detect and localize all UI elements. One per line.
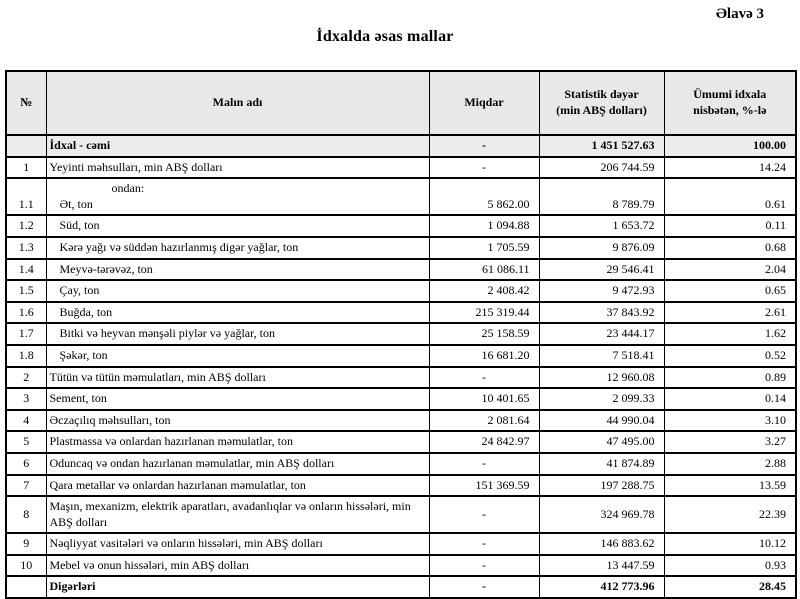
table-row [6,280,796,302]
table-row [6,345,796,367]
row-number: 1.4 [6,259,46,281]
row-share: 0.68 [664,237,796,259]
row-number: 7 [6,475,46,497]
row-number: 1.1 [6,178,46,215]
row-share: 0.11 [664,215,796,237]
row-share: 2.88 [664,453,796,475]
row-name: Oduncaq və ondan hazırlanan məmulatlar, min ABŞ dolları [49,455,335,470]
row-name: Meyvə-tərəvəz, ton [59,261,153,276]
table-row [6,178,796,215]
row-quantity: - [429,576,539,598]
row-name: Tütün və tütün məmulatları, min ABŞ dolları [49,369,266,384]
row-name-cell [46,302,429,324]
row-quantity: 16 681.20 [429,345,539,367]
row-quantity: 2 408.42 [429,280,539,302]
row-name: Əczaçılıq məhsulları, ton [49,412,171,427]
row-quantity: 61 086.11 [429,259,539,281]
row-name: Ət, ton [59,196,93,211]
row-number: 1.3 [6,237,46,259]
row-share: 28.45 [664,576,796,598]
row-name: Digərləri [49,579,96,594]
col-header-value-text: Statistik dəyər (min ABŞ dolları) [556,87,647,117]
page-title: İdxalda əsas mallar [316,28,454,45]
row-share: 10.12 [664,533,796,555]
row-name: Çay, ton [59,283,100,298]
col-header-name: Malın adı [46,71,429,135]
row-value: 1 653.72 [539,215,664,237]
row-quantity: 215 319.44 [429,302,539,324]
row-share: 13.59 [664,475,796,497]
row-share: 100.00 [664,135,796,157]
col-header-value [539,71,664,135]
row-quantity: 1 705.59 [429,237,539,259]
row-number: 4 [6,410,46,432]
row-value: 47 495.00 [539,431,664,453]
row-value: 29 546.41 [539,259,664,281]
table-row [6,323,796,345]
row-quantity: - [429,496,539,533]
row-value: 1 451 527.63 [539,135,664,157]
row-value: 206 744.59 [539,157,664,179]
row-quantity: - [429,157,539,179]
row-name: Mebel və onun hissələri, min ABŞ dolları [49,557,250,572]
row-number: 1.8 [6,345,46,367]
table-body [6,135,796,598]
row-number: 8 [6,496,46,533]
row-value: 324 969.78 [539,496,664,533]
table-row [6,496,796,533]
table-row [6,453,796,475]
row-quantity: 5 862.00 [429,178,539,215]
row-value: 8 789.79 [539,178,664,215]
row-number: 1 [6,157,46,179]
row-name: Buğda, ton [59,304,113,319]
table-row [6,157,796,179]
row-quantity: - [429,453,539,475]
row-name: Plastmassa və onlardan hazırlanan məmulatlar, ton [49,434,293,449]
row-quantity: 10 401.65 [429,388,539,410]
row-share: 2.04 [664,259,796,281]
row-share: 3.10 [664,410,796,432]
row-quantity: 151 369.59 [429,475,539,497]
annex-label: Əlavə 3 [715,6,764,22]
row-name-cell [46,475,429,497]
row-value: 23 444.17 [539,323,664,345]
row-number: 1.2 [6,215,46,237]
row-number: 1.5 [6,280,46,302]
row-name-cell [46,178,429,215]
table-row [6,302,796,324]
row-value: 9 472.93 [539,280,664,302]
row-name: Nəqliyyat vasitələri və onların hissələri, min ABŞ dolları [49,536,323,551]
row-name: İdxal - cəmi [49,138,111,152]
row-number: 1.6 [6,302,46,324]
row-quantity: - [429,367,539,389]
row-value: 9 876.09 [539,237,664,259]
row-name: Maşın, mexanizm, elektrik aparatları, avadanlıqlar və onların hissələri, min ABŞ dolları [49,499,411,529]
row-name-cell [46,496,429,533]
row-value: 37 843.92 [539,302,664,324]
row-name-cell [46,135,429,157]
row-name: Qara metallar və onlardan hazırlanan məmulatlar, ton [49,477,306,492]
row-name-cell [46,323,429,345]
row-value: 412 773.96 [539,576,664,598]
row-share: 0.89 [664,367,796,389]
row-name-cell [46,345,429,367]
row-share: 0.65 [664,280,796,302]
row-value: 44 990.04 [539,410,664,432]
table-row [6,410,796,432]
row-quantity: - [429,533,539,555]
table-row [6,475,796,497]
row-number: 1.7 [6,323,46,345]
row-name: Yeyinti məhsulları, min ABŞ dolları [49,159,223,174]
row-name-cell [46,388,429,410]
row-number: 3 [6,388,46,410]
row-share: 2.61 [664,302,796,324]
table-row [6,237,796,259]
row-share: 0.93 [664,555,796,577]
col-header-share-text: Ümumi idxala nisbətən, %-lə [693,87,767,117]
table-header [6,71,796,135]
row-number [6,135,46,157]
row-share: 1.62 [664,323,796,345]
row-quantity: 2 081.64 [429,410,539,432]
row-quantity: 25 158.59 [429,323,539,345]
table-row [6,431,796,453]
col-header-number: № [6,71,46,135]
row-name-cell [46,431,429,453]
table-row [6,555,796,577]
row-group-prefix: ondan: [111,181,145,196]
table-row [6,215,796,237]
row-number: 2 [6,367,46,389]
row-name: Şəkər, ton [59,347,108,362]
row-share: 0.52 [664,345,796,367]
row-name-cell [46,576,429,598]
row-number [6,576,46,598]
row-number: 6 [6,453,46,475]
row-name: Süd, ton [59,218,100,233]
row-value: 146 883.62 [539,533,664,555]
table-row [6,259,796,281]
row-name-cell [46,259,429,281]
row-value: 12 960.08 [539,367,664,389]
row-number: 5 [6,431,46,453]
row-value: 7 518.41 [539,345,664,367]
row-name-cell [46,367,429,389]
row-name-cell [46,453,429,475]
row-number: 10 [6,555,46,577]
row-quantity: - [429,135,539,157]
row-name-cell [46,157,429,179]
table-row [6,135,796,157]
row-share: 0.61 [664,178,796,215]
table-row [6,367,796,389]
row-share: 3.27 [664,431,796,453]
row-quantity: 24 842.97 [429,431,539,453]
row-share: 14.24 [664,157,796,179]
row-name-cell [46,280,429,302]
row-value: 41 874.89 [539,453,664,475]
row-value: 2 099.33 [539,388,664,410]
row-name-cell [46,555,429,577]
row-quantity: - [429,555,539,577]
row-name-cell [46,533,429,555]
table-row [6,388,796,410]
imports-table [5,70,797,599]
row-name-cell [46,237,429,259]
row-name: Sement, ton [49,391,107,406]
table-row [6,533,796,555]
table-row [6,576,796,598]
row-value: 197 288.75 [539,475,664,497]
row-share: 0.14 [664,388,796,410]
row-quantity: 1 094.88 [429,215,539,237]
row-name: Kərə yağı və süddən hazırlanmış digər yağlar, ton [59,239,299,254]
header-row [6,71,796,135]
row-value: 13 447.59 [539,555,664,577]
col-header-quantity: Miqdar [429,71,539,135]
row-name: Bitki və heyvan mənşəli piylər və yağlar, ton [59,326,275,341]
row-name-cell [46,215,429,237]
col-header-share [664,71,796,135]
row-number: 9 [6,533,46,555]
row-name-cell [46,410,429,432]
row-share: 22.39 [664,496,796,533]
